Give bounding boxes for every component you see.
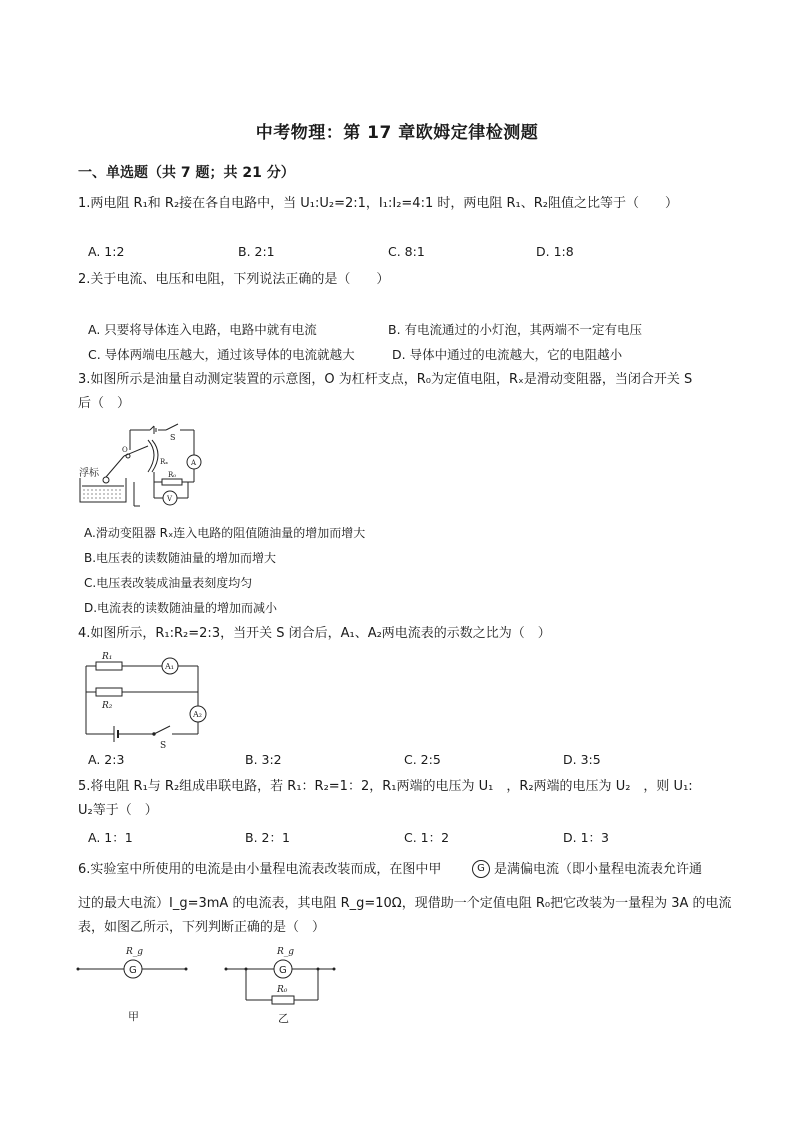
parallel-circuit-figure	[84, 652, 214, 751]
galvanometer-symbol: G	[477, 863, 485, 874]
label-switch-s: S	[160, 741, 167, 751]
label-rg-yi: R_g	[277, 947, 295, 957]
label-a2: A₂	[193, 710, 202, 719]
label-r0-yi: R₀	[277, 985, 288, 995]
q4-option-d[interactable]: D. 3:5	[563, 752, 601, 767]
q2-option-a[interactable]: A. 只要将导体连入电路，电路中就有电流	[88, 322, 317, 337]
label-r1: R₁	[102, 652, 113, 662]
label-rg-jia: R_g	[126, 947, 144, 957]
page-title: 中考物理：第 17 章欧姆定律检测题	[255, 123, 539, 143]
question-6-text-line1a: 6.实验室中所使用的电流是由小量程电流表改装而成，在图中甲	[78, 862, 442, 877]
q1-option-b[interactable]: B. 2:1	[238, 244, 275, 259]
question-4-text: 4.如图所示，R₁:R₂=2:3，当开关 S 闭合后，A₁、A₂两电流表的示数之比为（ ）	[78, 626, 551, 641]
label-voltmeter: V	[167, 495, 173, 503]
label-r0: R₀	[168, 471, 177, 479]
galvanometer-figure-yi	[226, 940, 338, 1024]
question-2-text: 2.关于电流、电压和电阻，下列说法正确的是（ ）	[78, 272, 390, 287]
label-switch: S	[170, 433, 176, 442]
q1-option-a[interactable]: A. 1:2	[88, 244, 125, 259]
q5-option-a[interactable]: A. 1：1	[88, 830, 133, 845]
q2-option-d[interactable]: D. 导体中通过的电流越大，它的电阻越小	[392, 347, 623, 362]
galvanometer-figure-jia	[78, 940, 188, 1023]
q4-option-c[interactable]: C. 2:5	[404, 752, 441, 767]
label-g-yi: G	[279, 965, 287, 976]
q4-option-a[interactable]: A. 2:3	[88, 752, 125, 767]
q2-option-c[interactable]: C. 导体两端电压越大，通过该导体的电流就越大	[88, 347, 355, 362]
question-3-text-line1: 3.如图所示是油量自动测定装置的示意图，O 为杠杆支点，R₀为定值电阻，Rₓ是滑动变阻器，当闭合开关 S	[78, 372, 693, 387]
question-5-text-line2: U₂等于（ ）	[78, 803, 158, 818]
label-g-jia: G	[129, 965, 137, 976]
question-6-text-line1b: 是满偏电流（即小量程电流表允许通	[494, 862, 703, 877]
question-6-text-line3: 表，如图乙所示，下列判断正确的是（ ）	[78, 920, 326, 935]
galvanometer-icon	[472, 860, 490, 878]
question-3-text-line2: 后（ ）	[78, 396, 131, 411]
q4-option-b[interactable]: B. 3:2	[245, 752, 282, 767]
q3-option-b[interactable]: B.电压表的读数随油量的增加而增大	[84, 551, 277, 565]
q5-option-b[interactable]: B. 2：1	[245, 830, 290, 845]
q3-option-d[interactable]: D.电流表的读数随油量的增加而减小	[84, 601, 278, 615]
q1-option-d[interactable]: D. 1:8	[536, 244, 574, 259]
q2-option-b[interactable]: B. 有电流通过的小灯泡，其两端不一定有电压	[388, 322, 643, 337]
question-6-text-line2: 过的最大电流）I_g=3mA 的电流表，其电阻 R_g=10Ω，现借助一个定值电阻 R₀把它改装为一量程为 3A 的电流	[78, 896, 732, 911]
label-r2: R₂	[102, 701, 113, 711]
question-1-text: 1.两电阻 R₁和 R₂接在各自电路中，当 U₁:U₂=2:1，I₁:I₂=4:1 时，两电阻 R₁、R₂阻值之比等于（ ）	[78, 196, 678, 211]
section-heading: 一、单选题（共 7 题；共 21 分）	[78, 165, 295, 181]
q5-option-c[interactable]: C. 1：2	[404, 830, 450, 845]
label-jia: 甲	[128, 1010, 139, 1023]
label-pivot: O	[122, 446, 128, 454]
oil-gauge-circuit-figure	[78, 420, 208, 515]
label-yi: 乙	[278, 1012, 289, 1025]
label-a1: A₁	[165, 662, 174, 671]
q5-option-d[interactable]: D. 1：3	[563, 830, 609, 845]
q3-option-a[interactable]: A.滑动变阻器 Rₓ连入电路的阻值随油量的增加而增大	[84, 526, 366, 540]
question-5-text-line1: 5.将电阻 R₁与 R₂组成串联电路，若 R₁：R₂=1：2，R₁两端的电压为 U₁ ，R₂两端的电压为 U₂ ，则 U₁:	[78, 779, 693, 794]
q1-option-c[interactable]: C. 8:1	[388, 244, 425, 259]
label-ammeter: A	[191, 459, 197, 467]
q3-option-c[interactable]: C.电压表改装成油量表刻度均匀	[84, 576, 253, 590]
label-rx: Rₓ	[160, 458, 169, 466]
label-float: 浮标	[79, 468, 99, 479]
